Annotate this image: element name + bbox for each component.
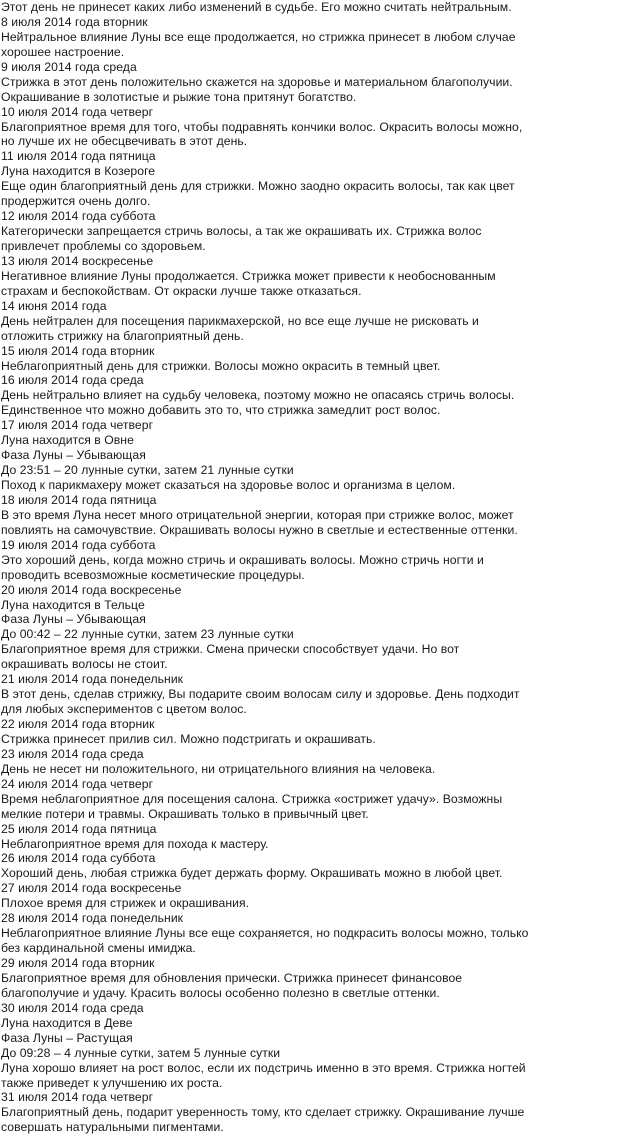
text-line: Поход к парикмахеру может сказаться на здоровье волос и организма в целом. [1, 478, 456, 492]
text-line: Неблагоприятный день для стрижки. Волосы можно окрасить в темный цвет. [1, 358, 441, 373]
text-line: окрашивать волосы не стоит. [1, 657, 168, 672]
text-line: Стрижка в этот день положительно скажется на здоровье и материальном благополучии. [1, 74, 513, 89]
text-line: Луна находится в Овне [1, 433, 134, 448]
text-line: До 09:28 – 4 лунные сутки, затем 5 лунные сутки [1, 1045, 281, 1060]
text-line: благополучие и удачу. Красить волосы особенно полезно в светлые оттенки. [1, 985, 440, 1000]
text-line: 23 июля 2014 года среда [1, 746, 144, 761]
text-line: совершать натуральными пигментами. [1, 1120, 224, 1135]
text-line: 17 июля 2014 года четверг [1, 418, 154, 433]
text-line: Луна находится в Деве [1, 1015, 133, 1030]
text-line: Это хороший день, когда можно стричь и окрашивать волосы. Можно стричь ногти и [1, 552, 484, 567]
text-line: В этот день, сделав стрижку, Вы подарите своим волосам силу и здоровье. День подходит [1, 687, 520, 702]
text-line: Единственное что можно добавить это то, что стрижка замедлит рост волос. [1, 403, 441, 418]
text-line: Благоприятное время для стрижки. Смена прически способствует удачи. Но вот [1, 642, 460, 657]
text-line: 22 июля 2014 года вторник [1, 717, 155, 731]
text-line: привлечет проблемы со здоровьем. [1, 239, 206, 253]
text-line: День не несет ни положительного, ни отрицательного влияния на человека. [1, 761, 436, 776]
text-line: 19 июля 2014 года суббота [1, 537, 156, 552]
text-line: Неблагоприятное влияние Луны все еще сохраняется, но подкрасить волосы можно, только [1, 926, 529, 941]
text-line: 11 июля 2014 года пятница [1, 149, 156, 164]
text-line: 9 июля 2014 года среда [1, 59, 137, 74]
text-line: До 23:51 – 20 лунные сутки, затем 21 лунные сутки [1, 463, 294, 478]
text-line: отложить стрижку на благоприятный день. [1, 328, 244, 343]
text-line: 26 июля 2014 года суббота [1, 851, 156, 866]
text-line: 12 июля 2014 года суббота [1, 209, 156, 224]
text-line: без кардинальной смены имиджа. [1, 941, 196, 956]
text-line: 8 июля 2014 года вторник [1, 14, 148, 29]
text-line: 18 июля 2014 года пятница [1, 492, 157, 507]
text-line: Луна находится в Тельце [1, 597, 145, 612]
text-line: Благоприятный день, подарит уверенность тому, кто сделает стрижку. Окрашивание лучше [1, 1105, 525, 1120]
text-line: 14 июня 2014 года [1, 298, 107, 313]
text-line: мелкие потери и травмы. Окрашивать только в привычный цвет. [1, 806, 369, 821]
text-line: 29 июля 2014 года вторник [1, 956, 155, 970]
text-line: 10 июля 2014 года четверг [1, 104, 154, 119]
text-line: Нейтральное влияние Луны все еще продолжается, но стрижка принесет в любом случае [1, 29, 516, 44]
text-line: 25 июля 2014 года пятница [1, 821, 157, 836]
text-line: 16 июля 2014 года среда [1, 373, 144, 388]
text-line: 31 июля 2014 года четверг [1, 1090, 154, 1105]
text-line: Негативное влияние Луны продолжается. Стрижка может привести к необоснованным [1, 268, 496, 283]
text-line: но лучше их не обесцвечивать в этот день. [1, 134, 248, 149]
text-line: Луна находится в Козероге [1, 164, 156, 179]
text-line: Фаза Луны – Убывающая [1, 448, 146, 463]
text-line: хорошее настроение. [1, 44, 125, 59]
text-line: Плохое время для стрижек и окрашивания. [1, 896, 250, 911]
text-line: Еще один благоприятный день для стрижки. Можно заодно окрасить волосы, так как цвет [1, 179, 515, 194]
text-line: 13 июля 2014 воскресенье [1, 253, 154, 268]
text-line: До 00:42 – 22 лунные сутки, затем 23 лунные сутки [1, 627, 294, 642]
text-line: 24 июля 2014 года четверг [1, 776, 154, 791]
text-line: продержится очень долго. [1, 194, 151, 209]
text-line: Фаза Луны – Растущая [1, 1030, 133, 1045]
text-line: также приведет к улучшению их роста. [1, 1075, 223, 1090]
text-line: повлиять на самочувствие. Окрашивать волосы нужно в светлые и естественные оттенки. [1, 522, 518, 537]
text-line: В это время Луна несет много отрицательной энергии, которая при стрижке волос, может [1, 507, 514, 522]
text-line: День нейтрально влияет на судьбу человека, поэтому можно не опасаясь стричь волосы. [1, 388, 515, 403]
text-line: Благоприятное время для обновления прически. Стрижка принесет финансовое [1, 970, 463, 985]
text-line: 28 июля 2014 года понедельник [1, 911, 184, 926]
text-line: Окрашивание в золотистые и рыжие тона притянут богатство. [1, 89, 357, 104]
text-line: 15 июля 2014 года вторник [1, 343, 155, 358]
text-line: Этот день не принесет каких либо изменений в судьбе. Его можно считать нейтральным. [1, 0, 512, 14]
text-line: Неблагоприятное время для похода к мастеру. [1, 836, 269, 851]
text-line: Время неблагоприятное для посещения салона. Стрижка «острижет удачу». Возможны [1, 791, 503, 806]
text-line: 27 июля 2014 года воскресенье [1, 881, 182, 896]
text-line: Фаза Луны – Убывающая [1, 612, 146, 627]
text-line: 21 июля 2014 года понедельник [1, 672, 184, 687]
text-line: страхам и беспокойствам. От окраски лучше также отказаться. [1, 283, 362, 298]
text-line: 20 июля 2014 года воскресенье [1, 582, 182, 597]
text-line: День нейтрален для посещения парикмахерской, но все еще лучше не рисковать и [1, 313, 479, 328]
text-line: Стрижка принесет прилив сил. Можно подстригать и окрашивать. [1, 731, 376, 746]
text-line: Категорически запрещается стричь волосы, а так же окрашивать их. Стрижка волос [1, 224, 482, 239]
text-line: для любых экспериментов с цветом волос. [1, 702, 247, 717]
text-line: Хороший день, любая стрижка будет держать форму. Окрашивать можно в любой цвет. [1, 866, 503, 881]
text-line: 30 июля 2014 года среда [1, 1000, 144, 1015]
text-line: Луна хорошо влияет на рост волос, если их подстричь именно в это время. Стрижка ногтей [1, 1060, 526, 1075]
text-line: проводить всевозможные косметические процедуры. [1, 567, 305, 582]
text-line: Благоприятное время для того, чтобы подравнять кончики волос. Окрасить волосы можно, [1, 119, 523, 134]
